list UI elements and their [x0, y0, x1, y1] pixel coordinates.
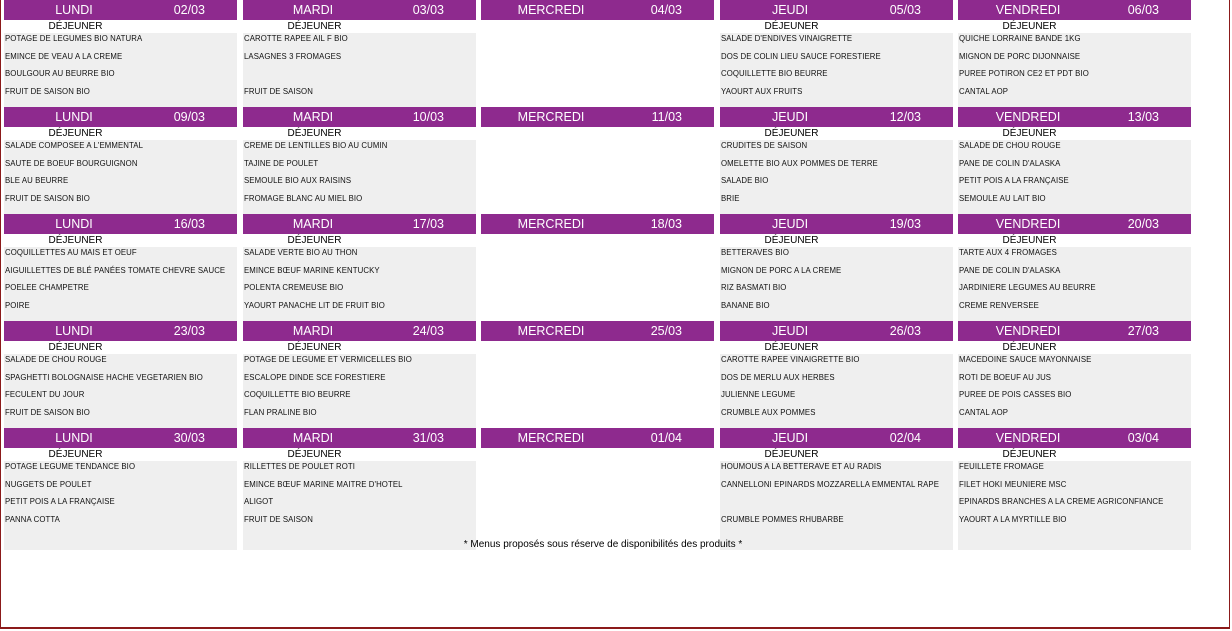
menu-item: FROMAGE BLANC AU MIEL BIO — [244, 193, 363, 203]
menu-item — [481, 514, 714, 532]
menu-item: FLAN PRALINE BIO — [244, 407, 317, 417]
day-cell-lundi — [4, 428, 237, 550]
day-date: 05/03 — [889, 3, 921, 17]
menu-item: BLE AU BEURRE — [5, 176, 69, 185]
day-header — [4, 107, 237, 127]
day-header — [958, 0, 1191, 20]
menu-item: EMINCE BŒUF MARINE MAITRE D'HOTEL — [244, 479, 403, 489]
day-name: MARDI — [292, 324, 334, 338]
meal-label: DÉJEUNER — [764, 449, 819, 460]
meal-label: DÉJEUNER — [48, 128, 103, 139]
menu-item: FRUIT DE SAISON — [244, 514, 313, 524]
menu-items — [243, 461, 476, 550]
day-date: 01/04 — [650, 431, 682, 445]
day-name: VENDREDI — [995, 217, 1061, 231]
day-cell-jeudi — [720, 321, 953, 443]
menu-item: CAROTTE RAPEE AIL F BIO — [244, 34, 348, 43]
day-cell-vendredi — [958, 214, 1191, 336]
menu-item: BANANE BIO — [721, 300, 770, 310]
menu-item: DOS DE MERLU AUX HERBES — [721, 372, 835, 382]
day-cell-mardi — [243, 107, 476, 229]
menu-item: YAOURT A LA MYRTILLE BIO — [959, 514, 1067, 524]
menu-item: SAUTE DE BOEUF BOURGUIGNON — [5, 158, 138, 168]
menu-item — [481, 461, 714, 479]
menu-item — [481, 389, 714, 407]
day-name: JEUDI — [771, 3, 809, 17]
day-date: 27/03 — [1127, 324, 1159, 338]
menu-item — [720, 496, 953, 514]
menu-item: POELEE CHAMPETRE — [5, 283, 89, 292]
meal-label: DÉJEUNER — [287, 21, 342, 32]
menu-item: MIGNON DE PORC A LA CREME — [721, 265, 842, 275]
menu-item: HOUMOUS A LA BETTERAVE ET AU RADIS — [721, 462, 882, 471]
day-cell-vendredi — [958, 107, 1191, 229]
meal-label: DÉJEUNER — [764, 235, 819, 246]
menu-item: JULIENNE LEGUME — [721, 390, 796, 399]
footnote: * Menus proposés sous réserve de disponibilités des produits * — [463, 539, 743, 550]
menu-item: SALADE D'ENDIVES VINAIGRETTE — [721, 34, 853, 43]
day-date: 09/03 — [173, 110, 205, 124]
menu-item: COQUILLETTE BIO BEURRE — [721, 69, 828, 78]
day-date: 26/03 — [889, 324, 921, 338]
menu-item: AIGUILLETTES DE BLÉ PANÉES TOMATE CHEVRE SAUCE — [5, 265, 226, 275]
day-name: MARDI — [292, 217, 334, 231]
meal-label: DÉJEUNER — [48, 449, 103, 460]
day-cell-mercredi — [481, 428, 714, 550]
day-name: LUNDI — [55, 217, 93, 231]
menu-item: ALIGOT — [244, 497, 274, 506]
day-cell-jeudi — [720, 107, 953, 229]
day-name: LUNDI — [55, 431, 93, 445]
menu-item: RILLETTES DE POULET ROTI — [244, 462, 356, 471]
menu-item: CANTAL AOP — [959, 86, 1009, 96]
day-date: 18/03 — [650, 217, 682, 231]
day-date: 10/03 — [412, 110, 444, 124]
day-cell-mercredi — [481, 214, 714, 336]
menu-item — [481, 175, 714, 193]
menu-item: FEUILLETE FROMAGE — [959, 462, 1044, 471]
day-date: 23/03 — [173, 324, 205, 338]
menu-item: OMELETTE BIO AUX POMMES DE TERRE — [721, 158, 878, 168]
menu-item: TAJINE DE POULET — [244, 158, 319, 168]
menu-item: BRIE — [721, 193, 740, 203]
menu-item: SEMOULE BIO AUX RAISINS — [244, 176, 352, 185]
menu-item — [481, 407, 714, 425]
week-row — [4, 428, 1192, 535]
day-cell-lundi — [4, 214, 237, 336]
menu-item: FRUIT DE SAISON BIO — [5, 86, 90, 96]
menu-item: ROTI DE BOEUF AU JUS — [959, 372, 1052, 382]
day-header — [720, 321, 953, 341]
day-cell-lundi — [4, 321, 237, 443]
menu-item: POTAGE LEGUME TENDANCE BIO — [5, 462, 136, 471]
menu-item: POTAGE DE LEGUME ET VERMICELLES BIO — [244, 355, 412, 364]
menu-items — [720, 461, 953, 550]
menu-item: POLENTA CREMEUSE BIO — [244, 283, 344, 292]
meal-label: DÉJEUNER — [764, 342, 819, 353]
menu-item: CRUMBLE AUX POMMES — [721, 407, 816, 417]
day-header — [720, 0, 953, 20]
menu-item — [481, 86, 714, 104]
day-header — [4, 214, 237, 234]
menu-item: CANNELLONI EPINARDS MOZZARELLA EMMENTAL RAPE — [721, 479, 939, 489]
day-cell-mardi — [243, 0, 476, 122]
day-name: LUNDI — [55, 3, 93, 17]
day-cell-jeudi — [720, 214, 953, 336]
menu-item — [481, 372, 714, 390]
menu-item: SALADE VERTE BIO AU THON — [244, 248, 358, 257]
day-cell-mardi — [243, 428, 476, 550]
day-date: 06/03 — [1127, 3, 1159, 17]
week-row — [4, 107, 1192, 214]
day-header — [243, 321, 476, 341]
menu-item — [481, 68, 714, 86]
menu-item — [481, 265, 714, 283]
day-cell-lundi — [4, 107, 237, 229]
menu-item: PETIT POIS A LA FRANÇAISE — [5, 497, 115, 506]
day-date: 17/03 — [412, 217, 444, 231]
day-cell-mardi — [243, 214, 476, 336]
day-header — [958, 214, 1191, 234]
day-name: VENDREDI — [995, 324, 1061, 338]
day-date: 20/03 — [1127, 217, 1159, 231]
day-name: MERCREDI — [517, 324, 585, 338]
meal-label: DÉJEUNER — [287, 342, 342, 353]
menu-item: PANE DE COLIN D'ALASKA — [959, 265, 1061, 275]
day-header — [481, 321, 714, 341]
meal-label: DÉJEUNER — [1002, 235, 1057, 246]
menu-item: SEMOULE AU LAIT BIO — [959, 193, 1046, 203]
day-name: LUNDI — [55, 110, 93, 124]
week-row — [4, 214, 1192, 321]
day-header — [4, 321, 237, 341]
day-name: VENDREDI — [995, 3, 1061, 17]
day-date: 04/03 — [650, 3, 682, 17]
meal-label: DÉJEUNER — [764, 128, 819, 139]
day-date: 03/03 — [412, 3, 444, 17]
menu-item: PANNA COTTA — [5, 514, 60, 524]
day-name: MARDI — [292, 110, 334, 124]
menu-item — [243, 68, 476, 86]
day-header — [481, 428, 714, 448]
menu-item: SALADE COMPOSEE A L'EMMENTAL — [5, 141, 144, 150]
day-name: VENDREDI — [995, 431, 1061, 445]
day-header — [4, 0, 237, 20]
menu-item: COQUILLETTES AU MAIS ET OEUF — [5, 248, 137, 257]
menu-item: PANE DE COLIN D'ALASKA — [959, 158, 1061, 168]
menu-item — [481, 496, 714, 514]
meal-label: DÉJEUNER — [287, 449, 342, 460]
menu-items — [958, 461, 1191, 550]
meal-label: DÉJEUNER — [764, 21, 819, 32]
meal-label: DÉJEUNER — [1002, 21, 1057, 32]
day-cell-mercredi — [481, 321, 714, 443]
menu-item: EMINCE DE VEAU A LA CREME — [5, 51, 123, 61]
day-name: MARDI — [292, 431, 334, 445]
meal-label: DÉJEUNER — [48, 342, 103, 353]
day-name: JEUDI — [771, 431, 809, 445]
day-cell-vendredi — [958, 428, 1191, 550]
menu-item: DOS DE COLIN LIEU SAUCE FORESTIERE — [721, 51, 881, 61]
week-row — [4, 0, 1192, 107]
day-name: MERCREDI — [517, 431, 585, 445]
menu-item: EPINARDS BRANCHES A LA CREME AGRICONFIANCE — [959, 497, 1164, 506]
menu-item: CREME DE LENTILLES BIO AU CUMIN — [244, 141, 388, 150]
menu-item: BOULGOUR AU BEURRE BIO — [5, 69, 115, 78]
menu-items — [481, 461, 714, 550]
day-cell-mercredi — [481, 0, 714, 122]
day-date: 11/03 — [651, 110, 682, 124]
day-header — [958, 428, 1191, 448]
day-header — [243, 214, 476, 234]
day-date: 13/03 — [1127, 110, 1159, 124]
menu-item: YAOURT PANACHE LIT DE FRUIT BIO — [244, 300, 385, 310]
day-cell-mardi — [243, 321, 476, 443]
menu-item: POTAGE DE LEGUMES BIO NATURA — [5, 34, 143, 43]
menu-item: LASAGNES 3 FROMAGES — [244, 51, 342, 61]
meal-label: DÉJEUNER — [1002, 449, 1057, 460]
day-header — [958, 321, 1191, 341]
day-date: 25/03 — [650, 324, 682, 338]
day-name: MERCREDI — [517, 217, 585, 231]
menu-item — [481, 282, 714, 300]
menu-item: RIZ BASMATI BIO — [721, 283, 787, 292]
menu-item: EMINCE BŒUF MARINE KENTUCKY — [244, 265, 380, 275]
menu-item: CRUMBLE POMMES RHUBARBE — [721, 514, 844, 524]
day-header — [720, 107, 953, 127]
day-header — [720, 428, 953, 448]
menu-item — [481, 33, 714, 51]
day-header — [481, 0, 714, 20]
day-name: MARDI — [292, 3, 334, 17]
menu-item — [481, 354, 714, 372]
menu-item — [481, 140, 714, 158]
menu-item — [481, 479, 714, 497]
day-cell-lundi — [4, 0, 237, 122]
day-date: 31/03 — [412, 431, 444, 445]
menu-item: PUREE POTIRON CE2 ET PDT BIO — [959, 69, 1089, 78]
menu-item: CAROTTE RAPEE VINAIGRETTE BIO — [721, 355, 860, 364]
day-name: LUNDI — [55, 324, 93, 338]
day-name: MERCREDI — [517, 110, 585, 124]
day-date: 30/03 — [173, 431, 205, 445]
meal-label: DÉJEUNER — [287, 235, 342, 246]
day-cell-jeudi — [720, 0, 953, 122]
menu-item: SALADE DE CHOU ROUGE — [5, 355, 107, 364]
day-header — [243, 0, 476, 20]
menu-item: MIGNON DE PORC DIJONNAISE — [959, 51, 1081, 61]
day-header — [958, 107, 1191, 127]
day-name: JEUDI — [771, 110, 809, 124]
day-date: 03/04 — [1127, 431, 1159, 445]
week-row — [4, 321, 1192, 428]
menu-item: JARDINIERE LEGUMES AU BEURRE — [959, 283, 1096, 292]
menu-item: SPAGHETTI BOLOGNAISE HACHE VEGETARIEN BIO — [5, 372, 203, 382]
menu-item — [481, 247, 714, 265]
day-header — [243, 428, 476, 448]
menu-item: PUREE DE POIS CASSES BIO — [959, 390, 1072, 399]
menu-item: MACEDOINE SAUCE MAYONNAISE — [959, 355, 1092, 364]
menu-item: BETTERAVES BIO — [721, 248, 789, 257]
menu-grid — [4, 0, 1192, 535]
menu-item: FRUIT DE SAISON BIO — [5, 407, 90, 417]
day-header — [481, 214, 714, 234]
menu-item: SALADE BIO — [721, 176, 769, 185]
day-name: MERCREDI — [517, 3, 585, 17]
day-cell-vendredi — [958, 0, 1191, 122]
menu-item — [481, 300, 714, 318]
day-name: VENDREDI — [995, 110, 1061, 124]
menu-item: FILET HOKI MEUNIERE MSC — [959, 479, 1067, 489]
day-date: 24/03 — [412, 324, 444, 338]
menu-item: POIRE — [5, 300, 30, 310]
menu-item: FECULENT DU JOUR — [5, 390, 85, 399]
day-cell-mercredi — [481, 107, 714, 229]
day-header — [4, 428, 237, 448]
menu-item: SALADE DE CHOU ROUGE — [959, 141, 1061, 150]
menu-item: FRUIT DE SAISON — [244, 86, 313, 96]
menu-item — [481, 51, 714, 69]
menu-items — [4, 461, 237, 550]
menu-item: ESCALOPE DINDE SCE FORESTIERE — [244, 372, 386, 382]
menu-item: FRUIT DE SAISON BIO — [5, 193, 90, 203]
day-date: 02/04 — [889, 431, 921, 445]
day-date: 19/03 — [889, 217, 921, 231]
menu-item: QUICHE LORRAINE BANDE 1KG — [959, 34, 1081, 43]
menu-item: PETIT POIS A LA FRANÇAISE — [959, 176, 1069, 185]
menu-item: CRUDITES DE SAISON — [721, 141, 808, 150]
meal-label: DÉJEUNER — [48, 21, 103, 32]
meal-label: DÉJEUNER — [48, 235, 103, 246]
day-header — [481, 107, 714, 127]
menu-item — [481, 158, 714, 176]
meal-label: DÉJEUNER — [287, 128, 342, 139]
day-header — [720, 214, 953, 234]
day-name: JEUDI — [771, 324, 809, 338]
menu-item: CANTAL AOP — [959, 407, 1009, 417]
day-date: 02/03 — [173, 3, 205, 17]
meal-label: DÉJEUNER — [1002, 128, 1057, 139]
menu-item — [481, 193, 714, 211]
day-date: 12/03 — [889, 110, 921, 124]
menu-item: NUGGETS DE POULET — [5, 479, 92, 489]
menu-item: TARTE AUX 4 FROMAGES — [959, 248, 1057, 257]
day-cell-vendredi — [958, 321, 1191, 443]
day-name: JEUDI — [771, 217, 809, 231]
day-header — [243, 107, 476, 127]
meal-label: DÉJEUNER — [1002, 342, 1057, 353]
day-cell-jeudi — [720, 428, 953, 550]
menu-item: CREME RENVERSEE — [959, 300, 1039, 310]
day-date: 16/03 — [173, 217, 205, 231]
menu-item: COQUILLETTE BIO BEURRE — [244, 390, 351, 399]
menu-item: YAOURT AUX FRUITS — [721, 86, 803, 96]
